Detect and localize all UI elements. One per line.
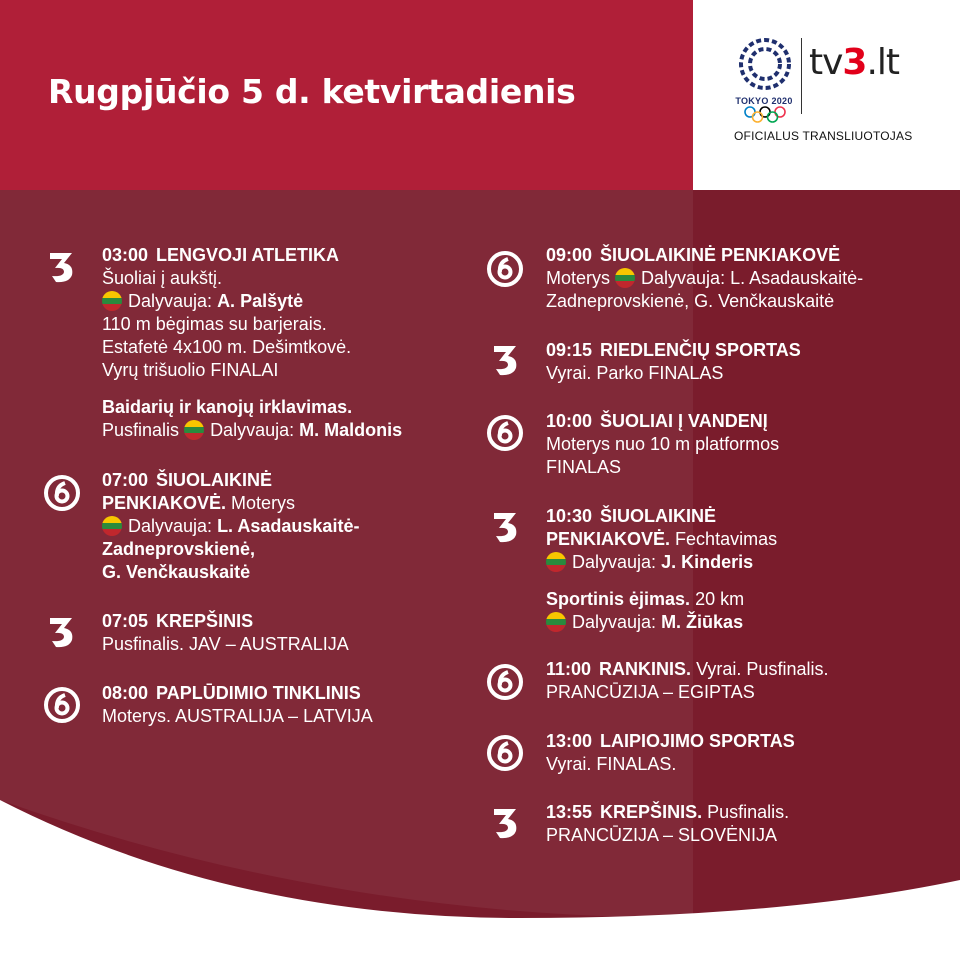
lithuania-flag-icon (546, 552, 566, 572)
schedule-entry-0915 (546, 339, 801, 385)
participant-label: Dalyvauja: (128, 291, 213, 311)
entry-suffix: 20 km (695, 589, 745, 609)
entry-subtitle: Sportinis ėjimas. (546, 589, 691, 609)
schedule-entry-0300 (102, 244, 402, 442)
schedule-entry-1030 (546, 505, 777, 634)
tv3-logo-icon (492, 806, 520, 840)
entry-title: RANKINIS. (599, 659, 692, 679)
lithuania-flag-icon (615, 268, 635, 288)
entry-title: RIEDLENČIŲ SPORTAS (600, 340, 801, 360)
entry-title: ŠIUOLAIKINĖ (600, 506, 717, 526)
participant-name: L. Asadauskaitė- (217, 516, 360, 536)
tv3-suffix: .lt (866, 42, 900, 83)
tv3-wordmark (809, 42, 899, 83)
entry-sub-prefix: Pusfinalis (102, 420, 180, 440)
tv3-logo-icon (48, 250, 76, 284)
participant-name: M. Maldonis (299, 420, 403, 440)
entry-prefix: Moterys (546, 268, 611, 288)
entry-detail: Estafetė 4x100 m. Dešimtkovė. (102, 337, 352, 357)
entry-time: 07:05 (102, 611, 149, 631)
entry-suffix: Moterys (231, 493, 296, 513)
tv6-logo-icon (486, 250, 524, 288)
entry-detail: Vyrų trišuolio FINALAI (102, 360, 279, 380)
entry-time: 09:00 (546, 245, 593, 265)
entry-time: 11:00 (546, 659, 592, 679)
lithuania-flag-icon (102, 516, 122, 536)
entry-detail: Šuoliai į aukštį. (102, 268, 223, 288)
tv6-logo-icon (486, 663, 524, 701)
entry-detail: PRANCŪZIJA – EGIPTAS (546, 682, 755, 702)
participant-label: Dalyvauja: (210, 420, 295, 440)
entry-time: 10:00 (546, 411, 593, 431)
participant-label: Dalyvauja: (572, 552, 657, 572)
participant-label: Dalyvauja: (572, 612, 657, 632)
entry-suffix: Fechtavimas (675, 529, 778, 549)
entry-detail: FINALAS (546, 457, 622, 477)
entry-detail: Pusfinalis. JAV – AUSTRALIJA (102, 634, 349, 654)
official-broadcaster-label: OFICIALUS TRANSLIUOTOJAS (734, 129, 913, 143)
olympic-rings-icon (742, 106, 788, 124)
tokyo-2020-label: TOKYO 2020 (735, 96, 793, 106)
logo-divider (801, 38, 802, 114)
participant-label: Dalyvauja: (128, 516, 213, 536)
tv6-logo-icon (43, 686, 81, 724)
broadcaster-logo-block (693, 0, 960, 190)
entry-title: PENKIAKOVĖ. (102, 493, 227, 513)
schedule-entry-0900 (546, 244, 863, 313)
participant-name: M. Žiūkas (661, 612, 744, 632)
entry-title: ŠIUOLAIKINĖ PENKIAKOVĖ (600, 245, 841, 265)
entry-time: 09:15 (546, 340, 593, 360)
entry-time: 13:00 (546, 731, 593, 751)
lithuania-flag-icon (184, 420, 204, 440)
participant-name: Zadneprovskienė, (102, 539, 256, 559)
entry-detail: Vyrai. FINALAS. (546, 754, 677, 774)
tv6-logo-icon (486, 414, 524, 452)
entry-title: LAIPIOJIMO SPORTAS (600, 731, 795, 751)
schedule-entry-1100 (546, 658, 828, 704)
lithuania-flag-icon (546, 612, 566, 632)
entry-title: ŠIUOLAIKINĖ (156, 470, 273, 490)
tv6-logo-icon (486, 734, 524, 772)
lithuania-flag-icon (102, 291, 122, 311)
entry-title: LENGVOJI ATLETIKA (156, 245, 340, 265)
entry-title: PENKIAKOVĖ. (546, 529, 671, 549)
entry-title: ŠUOLIAI Į VANDENĮ (600, 411, 768, 431)
participant-name: A. Palšytė (217, 291, 304, 311)
schedule-entry-1000 (546, 410, 779, 479)
tv3-logo-icon (492, 510, 520, 544)
schedule-entry-0705 (102, 610, 349, 656)
participant-label: Dalyvauja: L. Asadauskaitė- (641, 268, 864, 288)
schedule-entry-0800 (102, 682, 373, 728)
entry-time: 13:55 (546, 802, 593, 822)
entry-title: KREPŠINIS. (600, 802, 703, 822)
entry-time: 07:00 (102, 470, 149, 490)
schedule-entry-0700 (102, 469, 359, 584)
entry-suffix: Vyrai. Pusfinalis. (696, 659, 829, 679)
entry-detail: Moterys nuo 10 m platformos (546, 434, 780, 454)
entry-suffix: Pusfinalis. (707, 802, 790, 822)
schedule-entry-1300 (546, 730, 795, 776)
page-title: Rugpjūčio 5 d. ketvirtadienis (48, 72, 576, 111)
entry-detail: Moterys. AUSTRALIJA – LATVIJA (102, 706, 373, 726)
entry-time: 03:00 (102, 245, 149, 265)
entry-detail: PRANCŪZIJA – SLOVĖNIJA (546, 825, 778, 845)
entry-title: KREPŠINIS (156, 611, 254, 631)
entry-subtitle: Baidarių ir kanojų irklavimas. (102, 397, 353, 417)
tokyo-emblem-icon (735, 35, 795, 93)
entry-detail: 110 m bėgimas su barjerais. (102, 314, 327, 334)
tv3-prefix: tv (809, 42, 843, 83)
entry-title: PAPLŪDIMIO TINKLINIS (156, 683, 361, 703)
entry-detail: Vyrai. Parko FINALAS (546, 363, 724, 383)
entry-detail: Zadneprovskienė, G. Venčkauskaitė (546, 291, 835, 311)
entry-time: 08:00 (102, 683, 149, 703)
tv3-logo-icon (48, 615, 76, 649)
schedule-entry-1355 (546, 801, 789, 847)
tv6-logo-icon (43, 474, 81, 512)
participant-name: G. Venčkauskaitė (102, 562, 251, 582)
participant-name: J. Kinderis (661, 552, 754, 572)
tv3-logo-icon (492, 343, 520, 377)
tv3-accent: 3 (842, 42, 867, 83)
entry-time: 10:30 (546, 506, 593, 526)
